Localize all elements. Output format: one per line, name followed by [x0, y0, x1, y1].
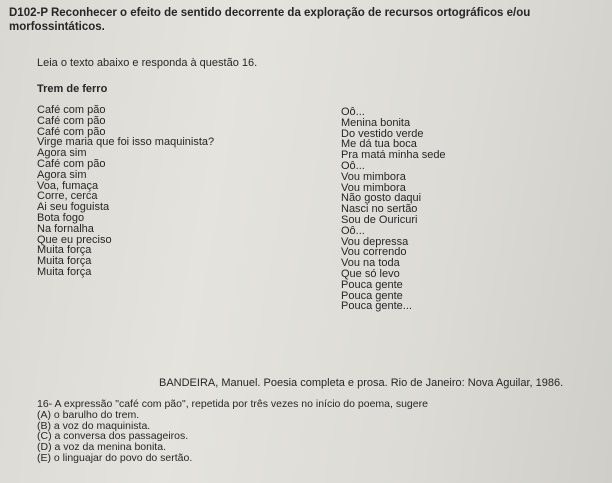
- poem-line: Agora sim: [37, 168, 87, 181]
- poem-line: Nasci no sertão: [341, 203, 418, 216]
- poem-line: Vou mimbora: [341, 170, 406, 183]
- poem-line: Voa, fumaça: [37, 179, 99, 192]
- poem-line: Café com pão: [37, 104, 106, 116]
- poem-line: Pra matá minha sede: [341, 149, 446, 162]
- poem-line: Muita força: [37, 255, 92, 268]
- poem-line: Vou depressa: [341, 235, 409, 248]
- poem-line: Do vestido verde: [341, 127, 424, 140]
- poem-line: Vou correndo: [341, 246, 407, 259]
- poem-line: Ai seu foguista: [37, 201, 110, 214]
- poem-line: Na fornalha: [37, 222, 94, 235]
- poem-line: Muita força: [37, 265, 92, 278]
- poem-line: Oô...: [341, 159, 365, 172]
- poem-line: Virge maria que foi isso maquinista?: [37, 136, 215, 149]
- poem-title: Trem de ferro: [37, 83, 108, 95]
- answer-option-e: (E) o linguajar do povo do sertão.: [37, 451, 193, 464]
- descriptor-line-2: morfossintáticos.: [9, 21, 105, 33]
- answer-option-a: (A) o barulho do trem.: [37, 408, 140, 421]
- poem-line: Muita força: [37, 244, 92, 257]
- poem-line: Pouca gente: [341, 278, 403, 291]
- poem-left-column: [37, 105, 214, 278]
- answer-option-c: (C) a conversa dos passageiros.: [37, 430, 189, 443]
- poem-line: Pouca gente...: [341, 300, 412, 313]
- instruction-text: Leia o texto abaixo e responda à questão 16.: [37, 57, 258, 69]
- poem-line: Pouca gente: [341, 289, 403, 302]
- poem-line: Café com pão: [37, 114, 106, 127]
- poem-line: Café com pão: [37, 125, 106, 138]
- poem-right-column: [341, 107, 446, 312]
- poem-line: Sou de Ouricuri: [341, 213, 418, 226]
- poem-line: Que eu preciso: [37, 233, 112, 246]
- poem-line: Agora sim: [37, 147, 87, 160]
- poem-line: Corre, cerca: [37, 190, 98, 203]
- poem-line: Vou na toda: [341, 257, 400, 270]
- answer-option-b: (B) a voz do maquinista.: [37, 419, 151, 432]
- poem-line: Oô...: [341, 106, 365, 118]
- answer-option-d: (D) a voz da menina bonita.: [37, 441, 166, 454]
- descriptor-header: [9, 6, 609, 34]
- descriptor-line-1: D102-P Reconhecer o efeito de sentido decorrente da exploração de recursos ortográficos e/ou: [9, 7, 531, 19]
- poem-line: Não gosto daqui: [341, 192, 422, 205]
- poem-line: Bota fogo: [37, 211, 85, 224]
- poem-line: Me dá tua boca: [341, 138, 417, 151]
- bibliographic-reference: BANDEIRA, Manuel. Poesia completa e prosa. Rio de Janeiro: Nova Aguilar, 1986.: [159, 377, 564, 389]
- question-block: [37, 399, 428, 464]
- question-stem: 16- A expressão "café com pão", repetida por três vezes no início do poema, sugere: [37, 398, 428, 410]
- poem-line: Café com pão: [37, 157, 106, 170]
- poem-line: Menina bonita: [341, 116, 411, 129]
- poem-line: Oô...: [341, 224, 365, 237]
- poem-line: Vou mimbora: [341, 181, 406, 194]
- poem-line: Que só levo: [341, 267, 400, 280]
